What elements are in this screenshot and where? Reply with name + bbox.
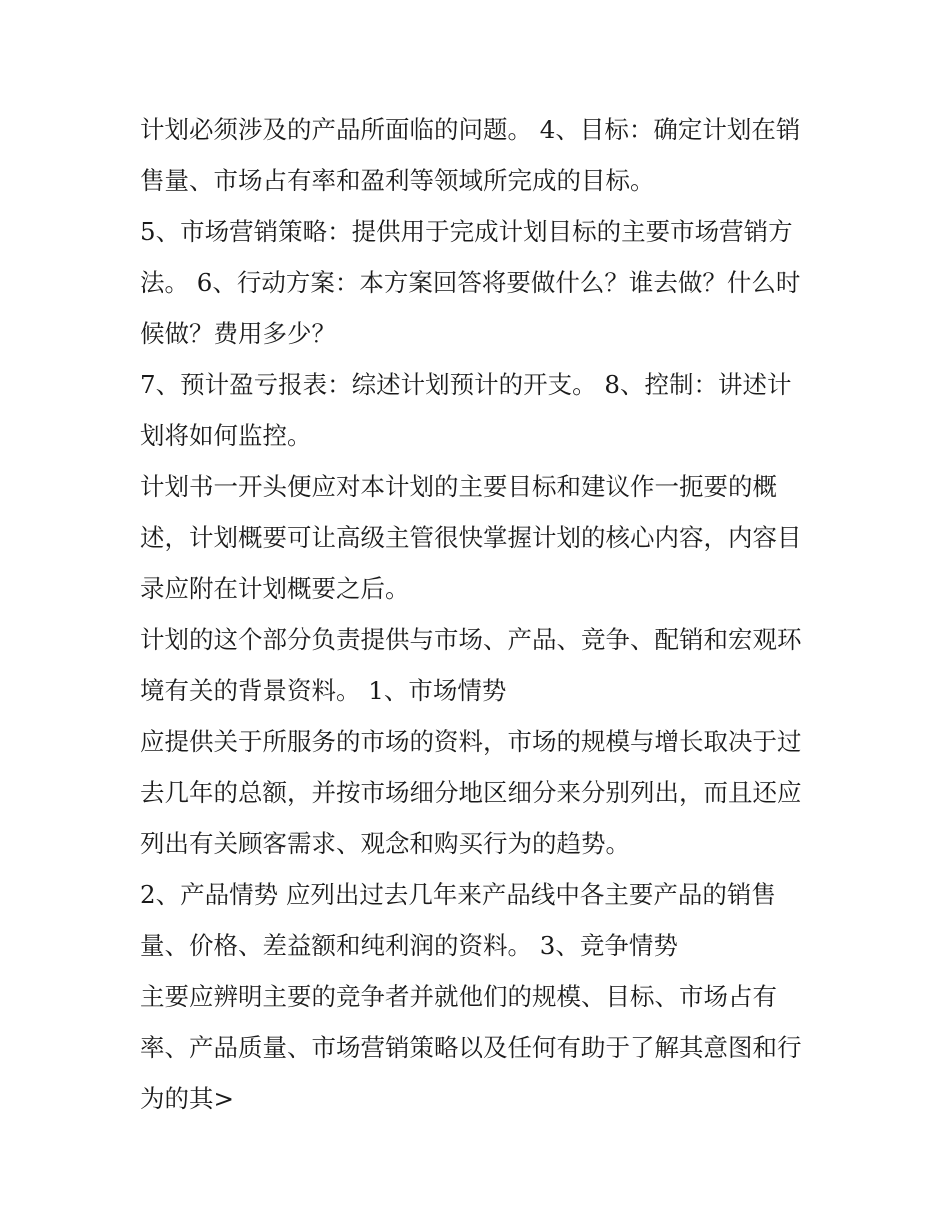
text-line: 划将如何监控。 [140,421,312,450]
text-line: 主要应辨明主要的竞争者并就他们的规模、目标、市场占有 [140,982,777,1011]
text-line: 候做？费用多少？ [140,319,336,348]
text-line: 5、市场营销策略：提供用于完成计划目标的主要市场营销方 [140,217,793,246]
text-line: 计划的这个部分负责提供与市场、产品、竞争、配销和宏观环 [140,625,802,654]
text-line: 2、产品情势 应列出过去几年来产品线中各主要产品的销售 [140,880,776,909]
text-line: 量、价格、差益额和纯利润的资料。 3、竞争情势 [140,931,678,960]
text-line: 列出有关顾客需求、观念和购买行为的趋势。 [140,829,630,858]
text-line: 录应附在计划概要之后。 [140,574,410,603]
text-line: 境有关的背景资料。 1、市场情势 [140,676,507,705]
text-line: 计划书一开头便应对本计划的主要目标和建议作一扼要的概 [140,472,777,501]
text-line: 7、预计盈亏报表：综述计划预计的开支。 8、控制：讲述计 [140,370,792,399]
text-line: 述，计划概要可让高级主管很快掌握计划的核心内容，内容目 [140,523,802,552]
text-line: 计划必须涉及的产品所面临的问题。 4、目标：确定计划在销 [140,115,801,144]
text-line: 应提供关于所服务的市场的资料，市场的规模与增长取决于过 [140,727,802,756]
text-line: 率、产品质量、市场营销策略以及任何有助于了解其意图和行 [140,1033,802,1062]
document-body [140,104,820,1124]
text-line: 售量、市场占有率和盈利等领域所完成的目标。 [140,166,655,195]
text-line: 为的其> [140,1084,235,1113]
text-line: 法。 6、行动方案：本方案回答将要做什么？谁去做？什么时 [140,268,801,297]
text-line: 去几年的总额，并按市场细分地区细分来分别列出，而且还应 [140,778,802,807]
